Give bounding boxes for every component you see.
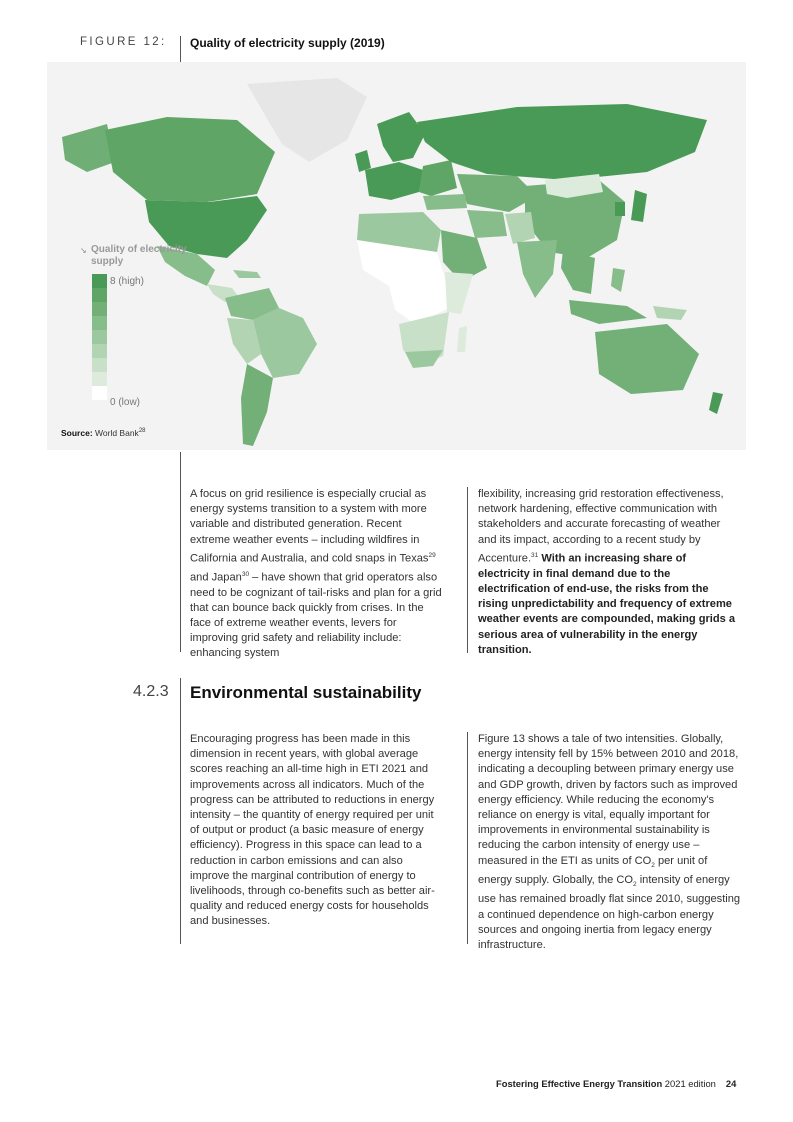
region-turkey bbox=[423, 194, 467, 210]
section-number: 4.2.3 bbox=[133, 683, 169, 700]
figure-source bbox=[61, 428, 146, 438]
region-caribbean bbox=[233, 270, 261, 278]
region-western-europe bbox=[365, 162, 423, 200]
intro-right-bold-text: With an increasing share of electricity in final demand due to the electrification of end-use, the risks from the rising unpredictability and frequency of extreme weather events are compounded, making grids a serious area of vulnerability in the energy transition. bbox=[478, 552, 736, 656]
section-title: Environmental sustainability bbox=[190, 683, 422, 702]
intro-right-paragraph bbox=[478, 487, 740, 658]
intro-left-text-3: – have shown that grid operators also need to be cognizant of tail-risks and plan for a grid that can bounce back quickly from crises. In the face of extreme weather events, levers for improving grid safety and reliability include: enhancing system bbox=[190, 571, 442, 660]
region-iran bbox=[467, 210, 507, 238]
region-east-africa bbox=[445, 272, 473, 314]
section-right-text-1: Figure 13 shows a tale of two intensities. Globally, energy intensity fell by 15% between 2010 and 2018, indicating a decoupling between primary energy use and GDP growth, driven by factors such as improved energy efficiency. While reducing the economy's reliance on energy is vital, equally important for improvements in environmental sustainability is reducing the carbon intensity of energy use – measured in the ETI as units of CO bbox=[478, 733, 739, 867]
region-brazil bbox=[253, 308, 317, 378]
map-panel bbox=[47, 62, 746, 450]
intro-left-text-1: A focus on grid resilience is especially crucial as energy systems transition to a system with more variable and distributed generation. Recent extreme weather events – including wildfires in California and Australia, and cold snaps in Texas bbox=[190, 488, 429, 565]
section-right-column bbox=[478, 732, 742, 953]
region-papua bbox=[653, 306, 687, 320]
region-pakistan-afghanistan bbox=[505, 212, 535, 244]
region-australia bbox=[595, 324, 699, 394]
legend-swatch bbox=[92, 330, 107, 344]
legend-title: Quality of electricity supply bbox=[91, 244, 187, 267]
source-ref: 28 bbox=[138, 428, 146, 435]
legend-swatch bbox=[92, 386, 107, 400]
footer-title: Fostering Effective Energy Transition bbox=[496, 1078, 663, 1089]
intro-right-text: flexibility, increasing grid restoration effectiveness, network hardening, effective communication with stakeholders and accurate forecasting of weather and its impact, according to a recent study by Accenture. bbox=[478, 488, 724, 565]
figure-label: FIGURE 12: bbox=[80, 36, 167, 48]
co2-subscript-2: 2 bbox=[632, 881, 637, 889]
region-madagascar bbox=[457, 326, 467, 352]
legend-swatch bbox=[92, 316, 107, 330]
region-new-zealand bbox=[709, 392, 723, 414]
ref-31: 31 bbox=[531, 551, 539, 559]
section-right-rule bbox=[467, 732, 468, 944]
source-label: Source: bbox=[61, 428, 93, 438]
figure-divider bbox=[180, 36, 181, 62]
region-russia bbox=[417, 104, 707, 180]
legend-swatch bbox=[92, 358, 107, 372]
page-footer bbox=[496, 1078, 736, 1089]
section-right-text-3: intensity of energy use has remained broadly flat since 2010, suggesting a continued dependence on high-carbon energy sources and ongoing inertia from legacy energy infrastructure. bbox=[478, 874, 741, 952]
source-text: World Bank bbox=[95, 428, 139, 438]
legend-arrow-icon: ↘ bbox=[80, 246, 87, 255]
legend-swatch bbox=[92, 372, 107, 386]
footer-edition: 2021 edition bbox=[664, 1078, 716, 1089]
region-indonesia bbox=[569, 300, 647, 324]
page-number: 24 bbox=[725, 1078, 737, 1089]
region-argentina-chile bbox=[241, 364, 273, 446]
region-south-africa bbox=[405, 350, 443, 368]
region-canada bbox=[105, 117, 275, 202]
co2-subscript-1: 2 bbox=[651, 861, 655, 869]
intro-left-text-2: and Japan bbox=[190, 571, 242, 584]
ref-30: 30 bbox=[241, 570, 250, 578]
region-korea bbox=[615, 202, 625, 216]
intro-left-column bbox=[190, 487, 442, 662]
region-eastern-europe bbox=[419, 160, 457, 196]
region-southeast-asia bbox=[561, 250, 595, 294]
section-right-text-2: per unit of energy supply. Globally, the CO bbox=[478, 854, 708, 887]
intro-left-rule bbox=[180, 452, 181, 652]
legend-swatch bbox=[92, 288, 107, 302]
intro-right-column bbox=[478, 487, 740, 658]
legend-swatch bbox=[92, 274, 107, 288]
region-japan bbox=[631, 190, 647, 222]
legend-swatch bbox=[92, 344, 107, 358]
figure-title: Quality of electricity supply (2019) bbox=[190, 36, 385, 50]
ref-29: 29 bbox=[428, 551, 436, 559]
section-left-column bbox=[190, 732, 442, 930]
section-right-paragraph bbox=[478, 732, 742, 953]
legend-swatch bbox=[92, 302, 107, 316]
intro-right-rule bbox=[467, 487, 468, 653]
region-india bbox=[517, 240, 557, 298]
intro-left-paragraph bbox=[190, 487, 442, 662]
section-left-rule bbox=[180, 678, 181, 944]
legend-low-label: 0 (low) bbox=[110, 397, 141, 408]
region-scandinavia bbox=[377, 112, 425, 162]
section-left-paragraph: Encouraging progress has been made in this dimension in recent years, with global average scores reaching an all-time high in ETI 2021 and improvements across all indicators. Much of the progress can be attributed to reductions in energy intensity – the quantity of energy required per unit of output or product (a basic measure of energy efficiency). Progress in this space can lead to a reduction in carbon emissions and can also improve the marginal contribution of energy to livelihoods, through co-benefits such as better air-quality and reduced energy costs for households and businesses. bbox=[190, 733, 435, 928]
legend-high-label: 8 (high) bbox=[110, 276, 144, 287]
region-uk bbox=[355, 150, 371, 172]
region-philippines bbox=[611, 268, 625, 292]
